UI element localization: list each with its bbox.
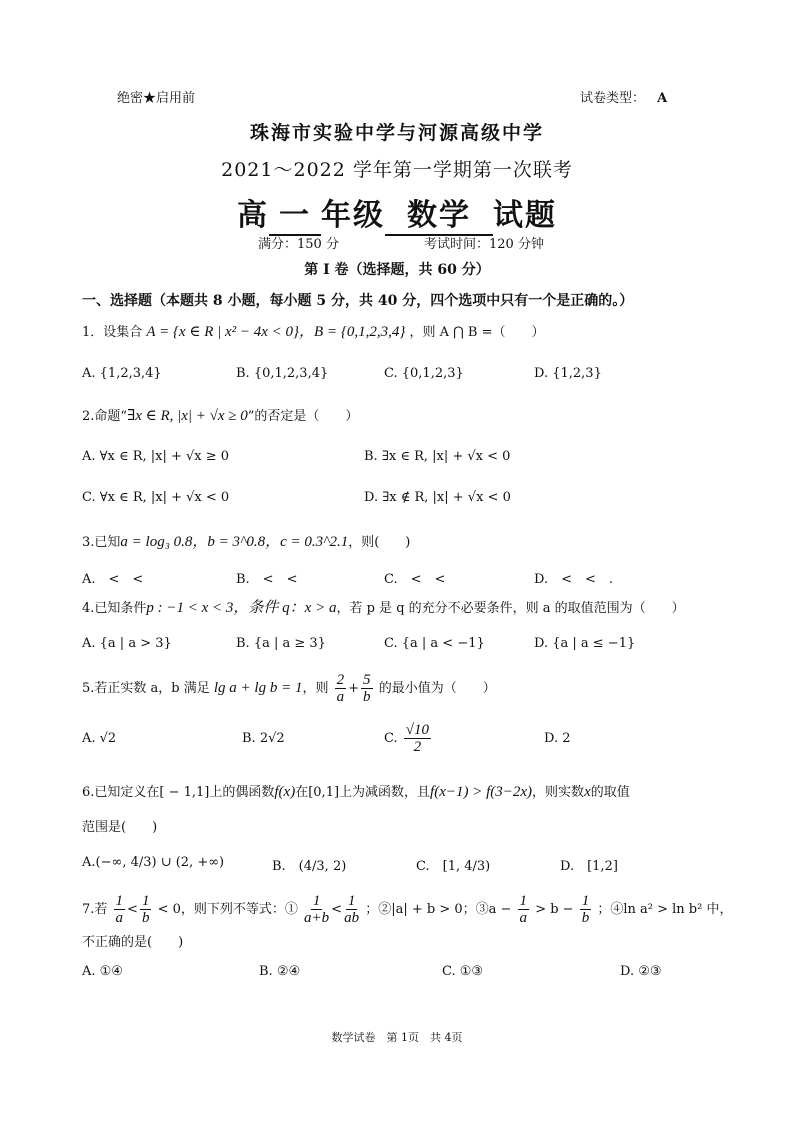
q7-line-2: 不正确的是( ) xyxy=(82,935,184,950)
exam-title-part5: 试题 xyxy=(493,198,557,233)
q2-option-c: C. ∀x ∈ R, |x| + √x < 0 xyxy=(82,490,230,505)
q4-option-b: B. {a | a ≥ 3} xyxy=(236,636,326,651)
exam-time: 考试时间：120 分钟 xyxy=(424,237,544,252)
q2-option-a: A. ∀x ∈ R, |x| + √x ≥ 0 xyxy=(82,449,230,464)
q6-option-b: B. (4/3, 2) xyxy=(272,859,347,874)
q7-option-b: B. ②④ xyxy=(259,964,301,979)
term-title: 2021～2022 学年第一学期第一次联考 xyxy=(221,159,573,181)
exam-title-grade: 一 xyxy=(269,190,321,236)
q7-stem-4: ；④ln a² > ln b² 中， xyxy=(597,902,733,917)
q6-math2: f(x−1) > f(3−2x) xyxy=(430,784,533,800)
question-1 xyxy=(82,322,545,343)
q5-option-a: A. √2 xyxy=(82,731,117,746)
q6-line-2: 范围是( ) xyxy=(82,820,158,835)
q5-math: lg a + lg b = 1 xyxy=(213,680,303,696)
q7-stem-3: > b − xyxy=(535,902,574,917)
question-7: 7.若 $\frac{1}{a}$ < $\frac{1}{b}$ < 0，则下列不等式：① $\frac{1}{a+b}$ < $\frac{1}{ab}$ ；②|a| + b > 0；③a − $\frac{1}{a}$ > b − $\frac{1}{b}$ ；④ln a² > ln b² 中， xyxy=(82,893,733,926)
q6-option-c: C. [1, 4/3) xyxy=(416,859,491,874)
q4-stem-post: ，若 p 是 q 的充分不必要条件，则 a 的取值范围为（ ） xyxy=(336,601,685,616)
q5-option-c: C. $\frac{√10}{2}$ xyxy=(384,722,429,755)
q5-frac-lead: ，则 xyxy=(302,681,329,696)
q7-fraction-1-over-a-plus-b: $\frac{1}{a+b}$ xyxy=(304,893,330,926)
q3-stem-pre: 3.已知 xyxy=(82,535,121,550)
q6-stem-post: ，则实数 xyxy=(532,785,585,800)
q1-option-d: D. {1,2,3} xyxy=(534,366,602,381)
q5-option-b: B. 2√2 xyxy=(242,731,285,746)
q5-option-c-fraction: $\frac{√10}{2}$ xyxy=(405,722,429,755)
q5-stem-pre: 5.若正实数 a，b 满足 xyxy=(82,681,210,696)
q5-stem-post: 的最小值为（ ） xyxy=(378,681,496,696)
paper-type xyxy=(580,87,667,106)
question-5: 5.若正实数 a，b 满足 lg a + lg b = 1，则 $\frac{2}{a}$ + $\frac{5}{b}$ 的最小值为（ ） xyxy=(82,672,496,705)
school-title: 珠海市实验中学与河源高级中学 xyxy=(249,122,544,144)
page-footer: 数学试卷 第 1页 共 4页 xyxy=(331,1031,463,1044)
q6-option-d: D. [1,2] xyxy=(560,859,618,874)
q3-option-c: C. < < xyxy=(384,572,446,587)
exam-title-part3: 年级 xyxy=(321,198,385,233)
exam-title-part1: 高 xyxy=(237,198,269,233)
q7-fraction-1-over-a-2: $\frac{1}{a}$ xyxy=(519,893,528,926)
q4-option-a: A. {a | a > 3} xyxy=(82,636,172,651)
secret-label: 绝密★启用前 xyxy=(117,91,196,106)
q5-fraction-5-over-b: $\frac{5}{b}$ xyxy=(363,672,371,705)
q1-option-b: B. {0,1,2,3,4} xyxy=(236,366,329,381)
q7-fraction-1-over-b-2: $\frac{1}{b}$ xyxy=(581,893,590,926)
q7-fraction-1-over-a: $\frac{1}{a}$ xyxy=(115,893,124,926)
paper-type-value: A xyxy=(657,91,668,106)
q1-stem-post: ，则 A ⋂ B =（ ） xyxy=(409,325,545,340)
q4-option-d: D. {a | a ≤ −1} xyxy=(534,636,636,651)
q7-option-a: A. ①④ xyxy=(82,964,123,979)
q5-option-d: D. 2 xyxy=(544,731,571,746)
question-4 xyxy=(82,598,685,619)
q7-option-d: D. ②③ xyxy=(620,964,662,979)
q2-option-d: D. ∃x ∉ R, |x| + √x < 0 xyxy=(364,490,511,505)
q2-stem-pre: 2.命题“ xyxy=(82,409,128,424)
q6-option-a: A.(−∞, 4/3) ∪ (2, +∞) xyxy=(82,855,225,870)
q3-option-a: A. < < xyxy=(82,572,144,587)
paper-type-label: 试卷类型： xyxy=(580,91,646,106)
question-2 xyxy=(82,406,358,427)
q7-fraction-1-over-ab: $\frac{1}{ab}$ xyxy=(344,893,360,926)
exam-title-subject: 数学 xyxy=(385,190,493,236)
full-score: 满分：150 分 xyxy=(258,237,339,252)
q5-fraction-2-over-a: $\frac{2}{a}$ xyxy=(336,672,345,705)
q1-option-a: A. {1,2,3,4} xyxy=(82,366,162,381)
q3-stem-post: ，则( ) xyxy=(348,535,411,550)
q6-stem-mid: 在[0,1]上为减函数，且 xyxy=(295,785,431,800)
q3-option-b: B. < < xyxy=(236,572,298,587)
q7-option-c: C. ①③ xyxy=(442,964,484,979)
part-one-heading: 第 I 卷（选择题，共 60 分） xyxy=(304,262,490,278)
q7-stem-pre: 7.若 xyxy=(82,902,108,917)
q1-option-c: C. {0,1,2,3} xyxy=(384,366,464,381)
q3-option-d: D. < < . xyxy=(534,572,614,587)
question-6 xyxy=(82,782,630,803)
question-3 xyxy=(82,532,410,553)
q2-stem-post: ”的否定是（ ） xyxy=(247,409,359,424)
q6-stem-pre: 6.已知定义在[ − 1,1]上的偶函数 xyxy=(82,785,275,800)
q2-option-b: B. ∃x ∈ R, |x| + √x < 0 xyxy=(364,449,511,464)
q6-math: f(x) xyxy=(274,784,296,800)
q1-math: A = {x ∈ R | x² − 4x < 0}，B = {0,1,2,3,4} xyxy=(146,324,406,340)
q6-stem-tail: 的取值 xyxy=(590,785,630,800)
q4-option-c: C. {a | a < −1} xyxy=(384,636,485,651)
exam-title xyxy=(0,190,794,236)
q6-var: x xyxy=(584,784,591,800)
q7-stem-ineq: < 0，则下列不等式：① xyxy=(157,902,298,917)
q2-math: ∃x ∈ R, |x| + √x ≥ 0 xyxy=(127,408,248,424)
q1-stem-pre: 1．设集合 xyxy=(82,325,143,340)
q7-stem-2: ；②|a| + b > 0；③a − xyxy=(365,902,512,917)
q4-stem-pre: 4.已知条件 xyxy=(82,601,147,616)
section-one-heading: 一、选择题（本题共 8 小题，每小题 5 分，共 40 分，四个选项中只有一个是正确的。） xyxy=(82,293,634,309)
q3-math: a = log₃ 0.8，b = 3^0.8，c = 0.3^2.1 xyxy=(120,534,349,550)
q7-fraction-1-over-b: $\frac{1}{b}$ xyxy=(141,893,150,926)
q4-math: p : −1 < x < 3，条件 q：x > a xyxy=(146,600,337,616)
